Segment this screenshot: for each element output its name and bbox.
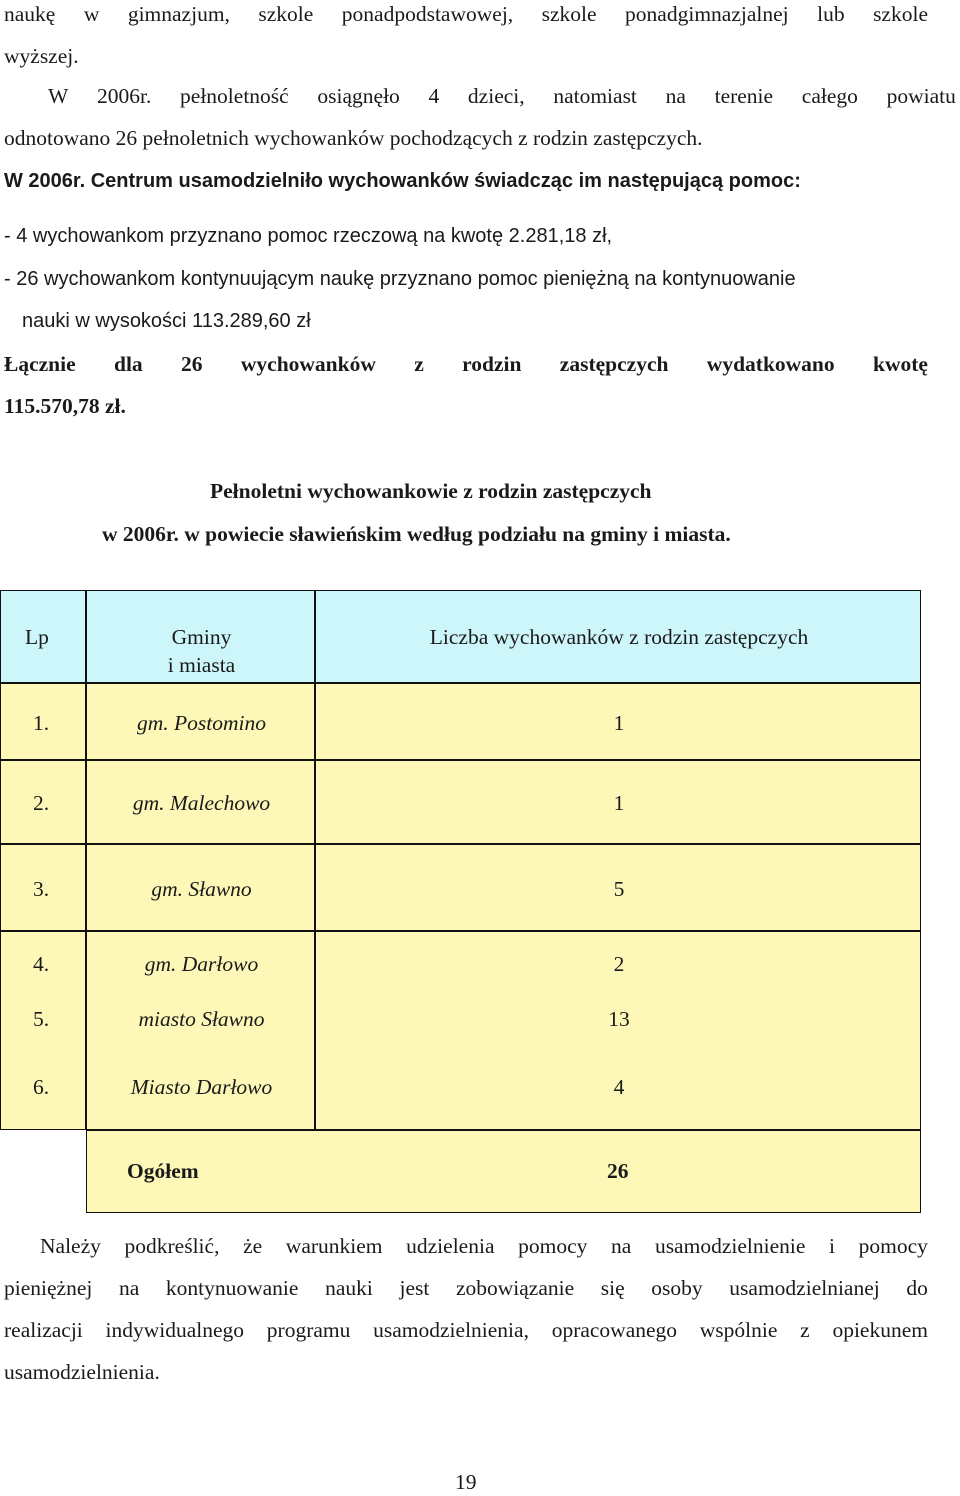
closing-line1 <box>40 1232 928 1260</box>
word: w <box>83 2 100 26</box>
row-name: gm. Malechowo <box>132 791 271 815</box>
word: na <box>665 84 686 108</box>
row-count-cell <box>315 683 921 760</box>
word: szkole <box>258 2 314 26</box>
header-lp <box>0 590 86 683</box>
header-gminy-label2: i miasta <box>167 653 236 677</box>
word: natomiast <box>553 84 637 108</box>
word: zobowiązanie <box>455 1276 575 1300</box>
word: programu <box>266 1318 351 1342</box>
word: z <box>414 352 424 376</box>
word: ponadpodstawowej, <box>341 2 514 26</box>
row-name-cell <box>86 987 315 1043</box>
header-lp-label: Lp <box>25 625 49 649</box>
row-count: 13 <box>608 1007 630 1031</box>
row-lp: 6. <box>32 1075 50 1099</box>
word: do <box>906 1276 928 1300</box>
header-liczba-label: Liczba wychowanków z rodzin zastępczych <box>429 625 809 649</box>
row-name-cell <box>86 1043 315 1130</box>
row-lp: 3. <box>32 877 50 901</box>
word: kontynuowanie <box>165 1276 299 1300</box>
word: osiągnęło <box>317 84 400 108</box>
word: szkole <box>873 2 928 26</box>
row-lp: 4. <box>32 952 50 976</box>
word: opiekunem <box>832 1318 928 1342</box>
row-count-cell <box>315 760 921 844</box>
paragraph1-line1 <box>4 0 928 28</box>
word: na <box>118 1276 140 1300</box>
paragraph2-line2: odnotowano 26 pełnoletnich wychowanków pochodzących z rodzin zastępczych. <box>4 126 703 150</box>
word: 2006r. <box>96 84 152 108</box>
word: pieniężnej <box>4 1276 93 1300</box>
word: wychowanków <box>240 352 376 376</box>
paragraph1-line2: wyższej. <box>4 44 79 68</box>
word: lub <box>817 2 845 26</box>
total-row <box>86 1130 921 1213</box>
word: realizacji <box>4 1318 83 1342</box>
word: na <box>611 1234 632 1258</box>
row-count-cell <box>315 987 921 1043</box>
word: nauki <box>325 1276 373 1300</box>
word: Łącznie <box>4 352 76 376</box>
closing-line3 <box>4 1316 928 1344</box>
row-lp-cell <box>0 683 86 760</box>
word: gimnazjum, <box>127 2 230 26</box>
row-count-cell <box>315 931 921 987</box>
word: dzieci, <box>467 84 525 108</box>
word: dla <box>114 352 143 376</box>
word: rodzin <box>462 352 522 376</box>
total-sentence-line2: 115.570,78 zł. <box>4 394 126 418</box>
row-name: gm. Darłowo <box>144 952 259 976</box>
centrum-heading: W 2006r. Centrum usamodzielniło wychowanków świadcząc im następującą pomoc: <box>4 170 801 192</box>
word: szkole <box>541 2 597 26</box>
word: 4 <box>428 84 440 108</box>
word: z <box>800 1318 810 1342</box>
word: powiatu <box>886 84 956 108</box>
row-count: 1 <box>613 711 625 735</box>
word: usamodzielnienie <box>654 1234 806 1258</box>
word: pomocy <box>518 1234 588 1258</box>
bullet-pieniezna-line2: nauki w wysokości 113.289,60 zł <box>22 310 311 332</box>
word: terenie <box>714 84 774 108</box>
header-liczba <box>315 590 921 683</box>
word: wydatkowano <box>706 352 835 376</box>
paragraph2-line1 <box>48 82 956 110</box>
row-name-cell <box>86 931 315 987</box>
row-lp-cell <box>0 760 86 844</box>
word: podkreślić, <box>124 1234 220 1258</box>
total-value: 26 <box>607 1159 629 1183</box>
word: udzielenia <box>406 1234 495 1258</box>
word: zastępczych <box>559 352 669 376</box>
word: pomocy <box>858 1234 928 1258</box>
header-gminy <box>86 590 315 683</box>
row-lp-cell <box>0 931 86 987</box>
word: się <box>600 1276 625 1300</box>
row-lp: 2. <box>32 791 50 815</box>
row-count: 4 <box>613 1075 625 1099</box>
row-count: 1 <box>613 791 625 815</box>
word: wspólnie <box>699 1318 778 1342</box>
row-name-cell <box>86 683 315 760</box>
word: naukę <box>4 2 56 26</box>
bullet-rzeczowa: - 4 wychowankom przyznano pomoc rzeczową na kwotę 2.281,18 zł, <box>4 225 613 247</box>
word: W <box>48 84 69 108</box>
word: Należy <box>40 1234 101 1258</box>
row-lp-cell <box>0 844 86 931</box>
page-number: 19 <box>455 1470 477 1494</box>
closing-line4: usamodzielnienia. <box>4 1360 160 1384</box>
header-gminy-label1: Gminy <box>171 625 232 649</box>
row-count: 2 <box>613 952 625 976</box>
word: kwotę <box>872 352 928 376</box>
word: warunkiem <box>285 1234 383 1258</box>
word: indywidualnego <box>105 1318 245 1342</box>
row-count-cell <box>315 1043 921 1130</box>
row-lp: 1. <box>32 711 50 735</box>
word: że <box>243 1234 263 1258</box>
row-lp: 5. <box>32 1007 50 1031</box>
word: opracowanego <box>551 1318 678 1342</box>
row-name-cell <box>86 760 315 844</box>
row-name-cell <box>86 844 315 931</box>
word: całego <box>801 84 858 108</box>
word: jest <box>399 1276 430 1300</box>
table-title-line2: w 2006r. w powiecie sławieńskim według podziału na gminy i miasta. <box>102 522 731 546</box>
closing-line2 <box>4 1274 928 1302</box>
row-lp-cell <box>0 987 86 1043</box>
word: osoby <box>651 1276 703 1300</box>
word: ponadgimnazjalnej <box>625 2 789 26</box>
word: usamodzielnianej <box>729 1276 880 1300</box>
row-lp-cell <box>0 1043 86 1130</box>
row-name: Miasto Darłowo <box>130 1075 273 1099</box>
word: pełnoletność <box>180 84 289 108</box>
row-count-cell <box>315 844 921 931</box>
row-name: gm. Sławno <box>151 877 252 901</box>
table-title-line1: Pełnoletni wychowankowie z rodzin zastępczych <box>210 479 652 503</box>
row-count: 5 <box>613 877 625 901</box>
word: i <box>829 1234 835 1258</box>
total-label: Ogółem <box>127 1159 199 1183</box>
row-name: gm. Postomino <box>137 711 266 735</box>
bullet-pieniezna-line1: - 26 wychowankom kontynuującym naukę przyznano pomoc pieniężną na kontynuowanie <box>4 268 796 290</box>
total-sentence-line1 <box>4 350 928 378</box>
word: 26 <box>181 352 203 376</box>
row-name: miasto Sławno <box>138 1007 265 1031</box>
word: usamodzielnienia, <box>373 1318 529 1342</box>
